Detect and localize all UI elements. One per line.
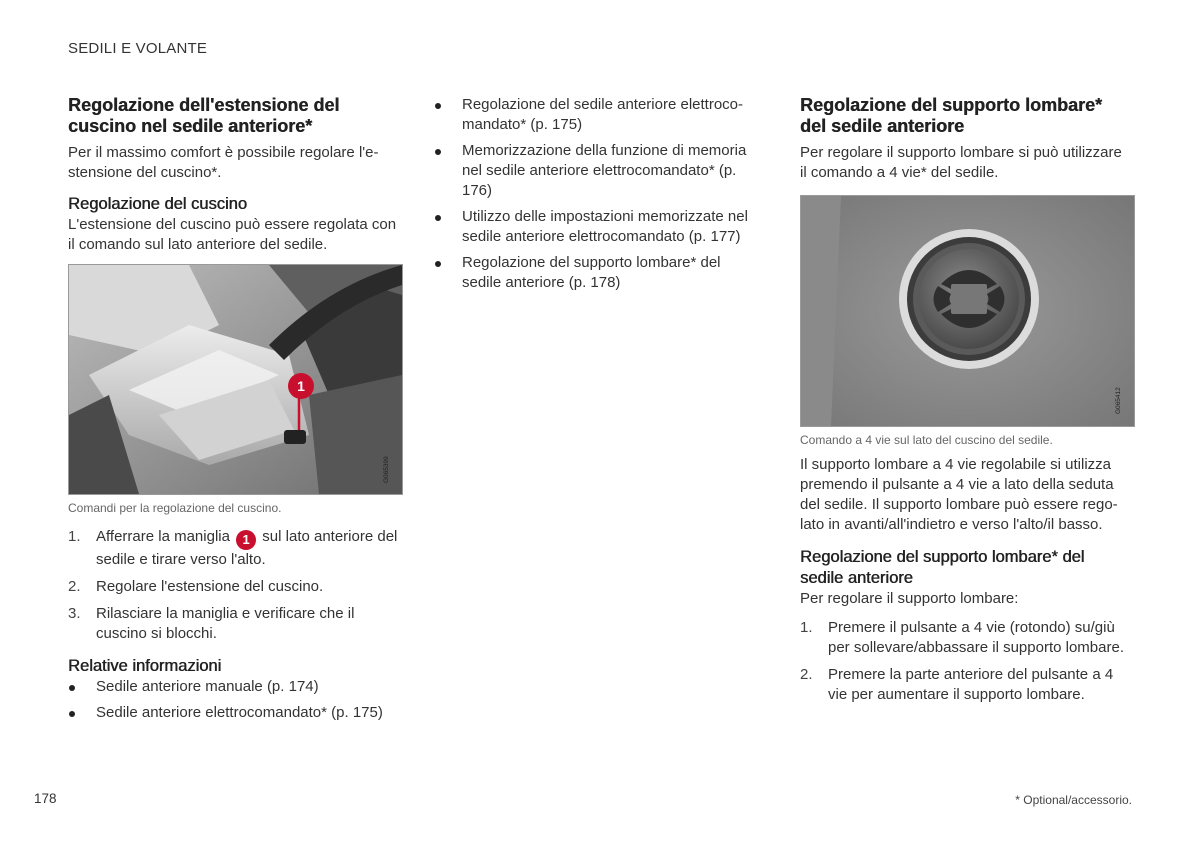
step-text-after: sul lato anteriore del sedile e tirare verso l'alto.: [96, 528, 398, 568]
lumbar-support-intro: Per regolare il supporto lombare si può utilizzare il comando a 4 vie* del sedile.: [800, 144, 1122, 181]
related-link[interactable]: [434, 207, 754, 247]
related-link-text[interactable]: Sedile anteriore elettrocomandato* (p. 175): [96, 704, 383, 721]
related-links: [68, 677, 401, 723]
lumbar-support-title: Regolazione del supporto lombare* del sedile anteriore: [800, 95, 1103, 136]
callout-badge: 1: [236, 530, 256, 550]
lumbar-details: [800, 455, 1130, 712]
footnote: * Optional/accessorio.: [1015, 793, 1132, 807]
step-number: 2.: [800, 666, 813, 683]
bullet-icon: [435, 149, 441, 155]
callout-label: 1: [297, 378, 305, 394]
lumbar-support-body: Il supporto lombare a 4 vie regolabile si utilizza premendo il pulsante a 4 vie a lato della seduta del sedile. Il supporto lombare può essere rego-lato in avanti/all'indietro e verso l'alto/il basso.: [800, 456, 1118, 533]
seat-cushion-figure: [68, 264, 403, 495]
list-item: [68, 527, 401, 570]
step-text: Regolare l'estensione del cuscino.: [96, 578, 324, 595]
step-number: 1.: [68, 528, 81, 545]
related-link[interactable]: [68, 677, 401, 697]
figure-code: G065412: [1115, 387, 1122, 414]
column-1: [68, 95, 398, 255]
column-3: [800, 95, 1132, 183]
step-text-before: Afferrare la maniglia: [96, 528, 230, 545]
list-item: [68, 604, 401, 644]
cushion-steps: [68, 527, 401, 729]
step-number: 2.: [68, 578, 81, 595]
related-link-text[interactable]: Sedile anteriore manuale (p. 174): [96, 678, 319, 695]
cushion-adjustment-subtitle: Regolazione del cuscino: [68, 195, 247, 213]
related-link[interactable]: [68, 703, 401, 723]
related-info-title: Relative informazioni: [68, 657, 222, 675]
related-link-text[interactable]: Utilizzo delle impostazioni memorizzate nel sedile anteriore elettrocomandato (p. 177): [462, 208, 748, 245]
figure-code: G065399: [383, 456, 390, 483]
bullet-icon: [69, 685, 75, 691]
four-way-control-illustration: [801, 196, 1134, 426]
related-link-text[interactable]: Regolazione del sedile anteriore elettroco-mandato* (p. 175): [462, 96, 744, 133]
step-number: 1.: [800, 619, 813, 636]
related-link[interactable]: [434, 253, 754, 293]
section-label: SEDILI E VOLANTE: [68, 40, 208, 57]
lumbar-adjustment-subtitle: Regolazione del supporto lombare* del sedile anteriore: [800, 548, 1085, 587]
four-way-control-caption: Comando a 4 vie sul lato del cuscino del sedile.: [800, 433, 1053, 447]
four-way-control-figure: [800, 195, 1135, 427]
step-text: Rilasciare la maniglia e verificare che il cuscino si blocchi.: [96, 605, 355, 642]
step-number: 3.: [68, 605, 81, 622]
seat-cushion-caption: Comandi per la regolazione del cuscino.: [68, 501, 282, 515]
related-link[interactable]: [434, 95, 754, 135]
list-item: [800, 618, 1130, 658]
cushion-extension-intro: Per il massimo comfort è possibile regolare l'e-stensione del cuscino*.: [68, 144, 379, 181]
bullet-icon: [69, 711, 75, 717]
steps-list: [68, 527, 401, 644]
seat-cushion-illustration: [69, 265, 402, 494]
step-text: Premere il pulsante a 4 vie (rotondo) su/giù per sollevare/abbassare il supporto lombare.: [828, 619, 1124, 656]
bullet-icon: [435, 215, 441, 221]
lumbar-adjustment-text: Per regolare il supporto lombare:: [800, 590, 1019, 607]
related-links-continued: [434, 95, 754, 293]
lumbar-steps-list: [800, 618, 1130, 705]
related-link-text[interactable]: Regolazione del supporto lombare* del sedile anteriore (p. 178): [462, 254, 721, 291]
column-2: [434, 95, 754, 299]
page-number: 178: [34, 791, 57, 806]
related-link-text[interactable]: Memorizzazione della funzione di memoria nel sedile anteriore elettrocomandato* (p. 176): [462, 142, 747, 199]
bullet-icon: [435, 261, 441, 267]
related-link[interactable]: [434, 141, 754, 201]
step-text: Premere la parte anteriore del pulsante a 4 vie per aumentare il supporto lombare.: [828, 666, 1114, 703]
cushion-adjustment-text: L'estensione del cuscino può essere regolata con il comando sul lato anteriore del sedile.: [68, 216, 397, 253]
bullet-icon: [435, 103, 441, 109]
cushion-extension-title: Regolazione dell'estensione del cuscino nel sedile anteriore*: [68, 95, 340, 136]
list-item: [68, 577, 401, 597]
list-item: [800, 665, 1130, 705]
